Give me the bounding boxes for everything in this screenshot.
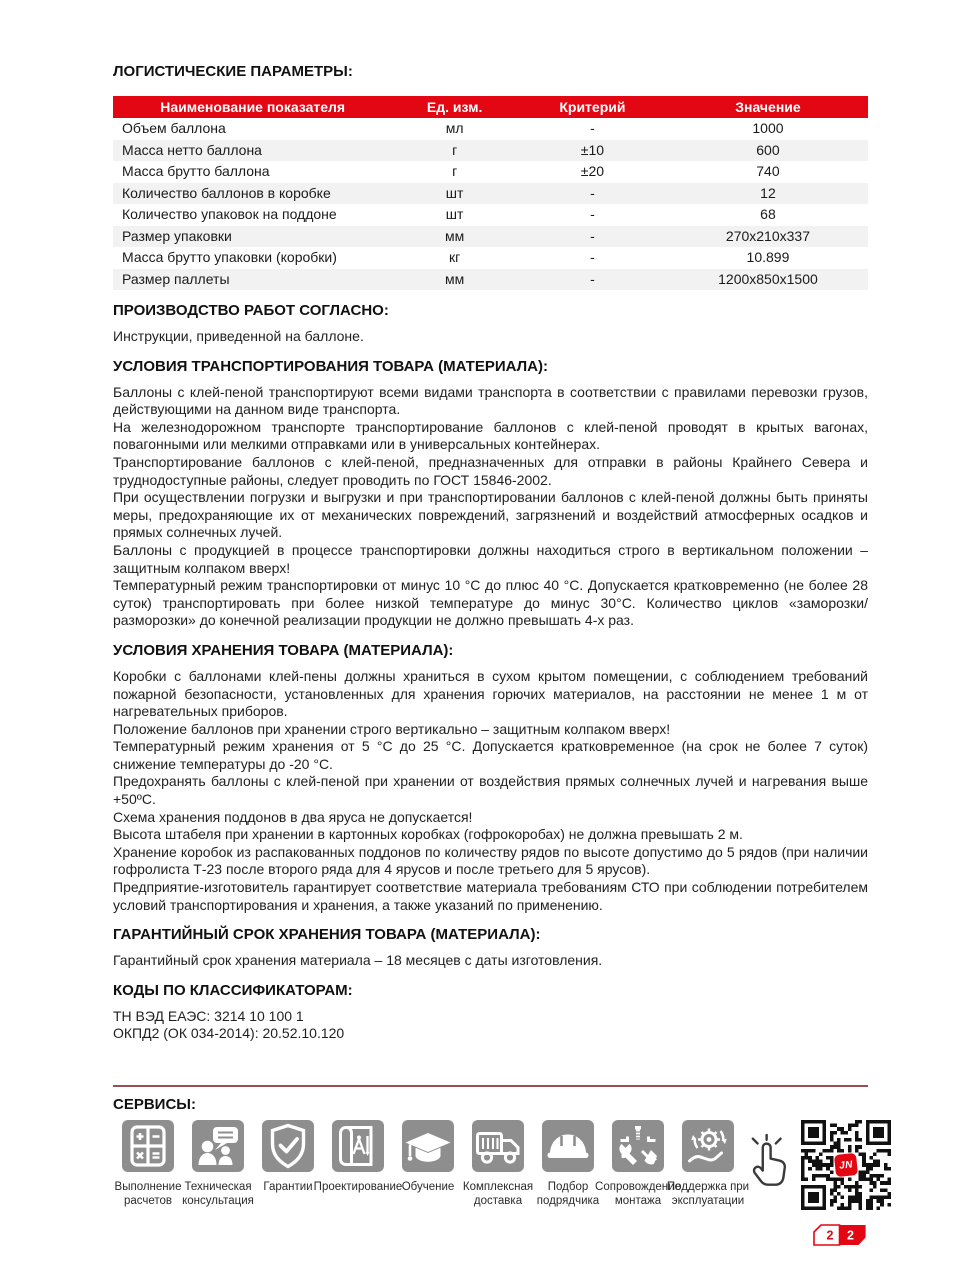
table-cell: 270х210х337	[725, 227, 810, 244]
warranty-shield-icon	[262, 1120, 314, 1172]
table-cell: Масса нетто баллона	[122, 141, 262, 158]
table-cell: ±10	[580, 141, 605, 158]
table-row	[113, 140, 868, 162]
document-section	[113, 927, 868, 970]
table-cell: Масса брутто баллона	[122, 163, 270, 179]
document-section	[113, 303, 868, 346]
table-cell: 10.899	[746, 249, 790, 265]
service-label: Сопровождение монтажа	[595, 1181, 681, 1207]
service-item	[183, 1120, 253, 1208]
service-label: Техническая консультация	[182, 1181, 254, 1207]
table-header-cell: Ед. изм.	[392, 96, 517, 118]
table-cell: -	[590, 249, 595, 265]
section-title: УСЛОВИЯ ТРАНСПОРТИРОВАНИЯ ТОВАРА (МАТЕРИАЛА):	[113, 357, 548, 375]
table-cell: 1200х850х1500	[718, 270, 818, 287]
calculator-icon	[122, 1120, 174, 1172]
paragraph: Инструкции, приведенной на баллоне.	[113, 328, 364, 344]
table-row	[113, 204, 868, 226]
table-cell: -	[590, 120, 595, 136]
table-cell: шт	[445, 184, 464, 201]
paragraph: Транспортирование баллонов с клей-пеной, предназначенных для отправки в районы Крайнего Севера и труднодоступные районы, следует проводить по ГОСТ 15846-2002.	[113, 453, 868, 488]
paragraph: Предприятие-изготовитель гарантирует соответствие материала требованиям СТО при соблюдении потребителем условий транспортирования и хранения, а также указаний по применению.	[113, 879, 868, 913]
service-item	[253, 1120, 323, 1208]
table-cell: мм	[445, 227, 465, 244]
paragraph: Баллоны с клей-пеной транспортируют всеми видами транспорта в соответствии с правилами перевозки грузов, действующими на данном виде транспорта.	[113, 383, 868, 418]
table-cell: 600	[756, 141, 780, 158]
service-label: Комплексная доставка	[462, 1181, 534, 1207]
section-title: ГАРАНТИЙНЫЙ СРОК ХРАНЕНИЯ ТОВАРА (МАТЕРИАЛА):	[113, 926, 541, 944]
table-cell: Количество баллонов в коробке	[122, 184, 331, 201]
table-cell: Объем баллона	[122, 120, 226, 136]
logistics-table	[113, 96, 868, 290]
operation-support-icon	[682, 1120, 734, 1172]
service-label: Проектирование	[313, 1181, 403, 1193]
table-cell: мл	[445, 120, 464, 136]
text-sections	[113, 303, 868, 1043]
paragraph: Гарантийный срок хранения материала – 18 месяцев с даты изготовления.	[113, 952, 603, 969]
service-label: Обучение	[401, 1181, 455, 1193]
installation-icon	[612, 1120, 664, 1172]
qr-brand-logo: JN	[834, 1153, 858, 1177]
table-cell: г	[452, 163, 458, 179]
paragraph: ОКПД2 (ОК 034-2014): 20.52.10.120	[113, 1025, 345, 1042]
paragraph: ТН ВЭД ЕАЭС: 3214 10 100 1	[113, 1007, 304, 1024]
table-cell: -	[590, 227, 595, 244]
table-row	[113, 247, 868, 269]
paragraph: Предохранять баллоны с клей-пеной при хранении от воздействия прямых солнечных лучей и нагревания выше +50ºС.	[113, 773, 868, 808]
service-label: Выполнение расчетов	[114, 1181, 182, 1207]
paragraph: Хранение коробок из распакованных поддонов по количеству рядов по высоте допустимо до 5 рядов (при наличии гофролиста Т-23 после второго ряда для 4 ярусов и после третьего для 5 ярусов).	[113, 843, 868, 878]
table-cell: Размер паллеты	[122, 270, 230, 287]
table-cell: -	[590, 206, 595, 222]
table-cell: -	[590, 270, 595, 287]
services-title: СЕРВИСЫ:	[113, 1096, 196, 1113]
table-cell: Масса брутто упаковки (коробки)	[122, 249, 337, 265]
services-section	[113, 1097, 868, 1210]
qr-code	[801, 1120, 891, 1210]
paragraph: Высота штабеля при хранении в картонных коробках (гофрокоробах) не должна превышать 2 м.	[113, 826, 743, 843]
paragraph: Положение баллонов при хранении строго вертикально – защитным колпаком вверх!	[113, 720, 671, 737]
table-header-cell: Критерий	[517, 96, 668, 118]
services-row	[113, 1120, 868, 1210]
document-section	[113, 643, 868, 914]
table-cell: мм	[445, 270, 465, 287]
paragraph: Схема хранения поддонов в два яруса не допускается!	[113, 808, 473, 825]
service-label: Подбор подрядчика	[536, 1181, 600, 1207]
service-item	[666, 1120, 750, 1208]
table-cell: 1000	[752, 120, 784, 136]
consultation-icon	[192, 1120, 244, 1172]
paragraph: Температурный режим хранения от 5 °С до 25 °С. Допускается кратковременное (на срок не более 7 суток) снижение температуры до -20 °С.	[113, 738, 868, 772]
document-section	[113, 359, 868, 630]
paragraph: При осуществлении погрузки и выгрузки и при транспортировании баллонов с клей-пеной должны быть приняты меры, предохраняющие их от механических повреждений, загрязнений и воздействий атмосферных осадков и прямых солнечных лучей.	[113, 489, 868, 541]
design-icon	[332, 1120, 384, 1172]
delivery-truck-icon	[472, 1120, 524, 1172]
table-cell: г	[452, 141, 458, 158]
service-label: Гарантии	[263, 1181, 313, 1193]
service-label: Поддержка при эксплуатации	[666, 1181, 750, 1207]
paragraph: Баллоны с продукцией в процессе транспортировки должны находиться строго в вертикальном положении – защитным колпаком вверх!	[113, 541, 868, 576]
table-row	[113, 269, 868, 291]
table-cell: Размер упаковки	[122, 227, 232, 244]
services-items	[113, 1120, 750, 1208]
divider-line	[113, 1085, 868, 1087]
logistics-title: ЛОГИСТИЧЕСКИЕ ПАРАМЕТРЫ:	[113, 63, 353, 80]
table-cell: Количество упаковок на поддоне	[122, 206, 337, 222]
hardhat-icon	[542, 1120, 594, 1172]
section-title: УСЛОВИЯ ХРАНЕНИЯ ТОВАРА (МАТЕРИАЛА):	[113, 641, 454, 659]
table-cell: 68	[760, 206, 776, 222]
paragraph: Коробки с баллонами клей-пены должны храниться в сухом крытом помещении, с соблюдением требований пожарной безопасности, установленных для хранения горючих материалов, на расстоянии не менее 1 м от нагревательных приборов.	[113, 667, 868, 720]
table-cell: 12	[760, 184, 776, 201]
education-icon	[402, 1120, 454, 1172]
paragraph: Температурный режим транспортировки от минус 10 °С до плюс 40 °С. Допускается кратковременно (не более 28 суток) транспортировать при более низкой температуре до минус 30°С. Количество циклов «заморозки/разморозки» до конечной реализации продукции не должно превышать 4-х раз.	[113, 577, 868, 629]
table-cell: 740	[756, 163, 780, 179]
table-row	[113, 161, 868, 183]
section-title: КОДЫ ПО КЛАССИФИКАТОРАМ:	[113, 981, 353, 999]
table-cell: кг	[449, 249, 461, 265]
click-hand-icon	[745, 1134, 791, 1198]
table-header-cell: Наименование показателя	[113, 96, 392, 118]
section-title: ПРОИЗВОДСТВО РАБОТ СОГЛАСНО:	[113, 302, 389, 319]
table-cell: шт	[445, 206, 464, 222]
table-cell: -	[590, 184, 595, 201]
document-section	[113, 983, 868, 1043]
service-item	[313, 1120, 403, 1208]
table-header-row	[113, 96, 868, 118]
table-row	[113, 118, 868, 140]
page-number-left: 2	[826, 1228, 834, 1243]
table-header-cell: Значение	[668, 96, 868, 118]
table-row	[113, 183, 868, 205]
table-row	[113, 226, 868, 248]
page-number-badge	[813, 1224, 867, 1251]
table-cell: ±20	[580, 163, 605, 179]
page-number-right: 2	[847, 1228, 854, 1243]
paragraph: На железнодорожном транспорте транспортирование баллонов с клей-пеной проводят в крытых вагонах, повагонными или мелкими отправками или в универсальных контейнерах.	[113, 418, 868, 453]
